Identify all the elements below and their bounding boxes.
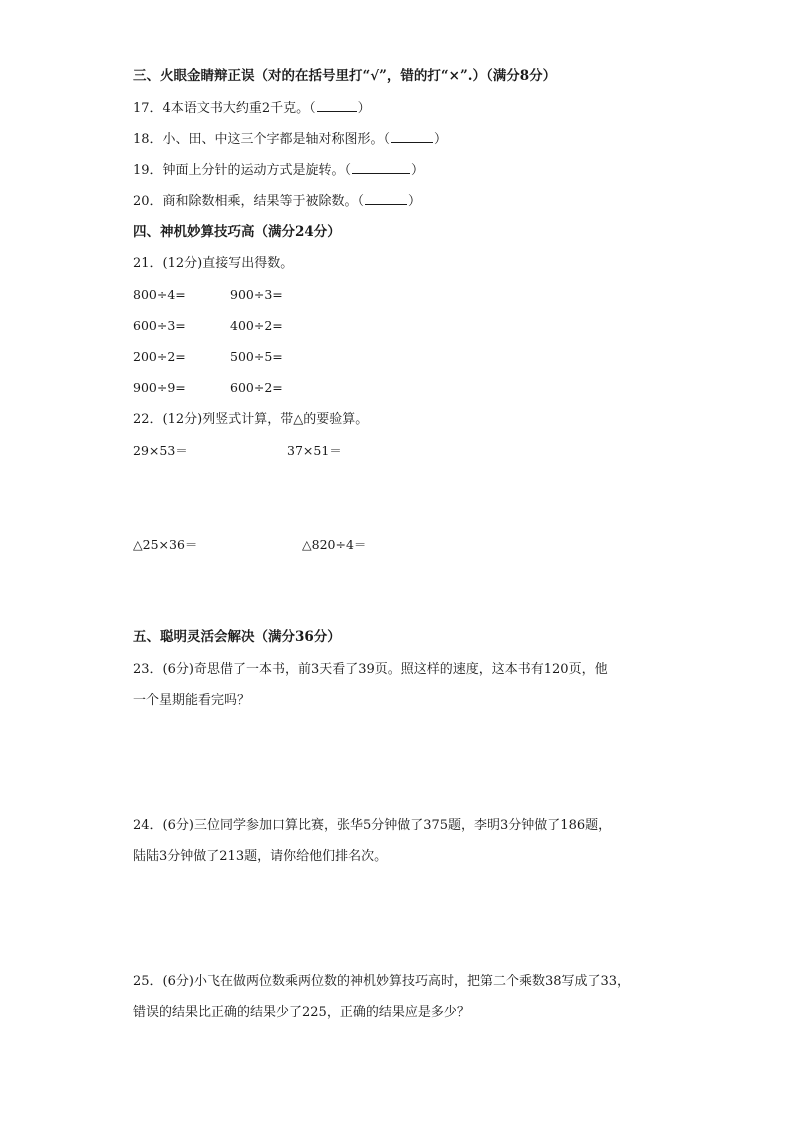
section-3-heading: 三、火眼金睛辩正误（对的在括号里打“√”，错的打“×”.）（满分8分） [133,68,557,84]
section-5-heading: 五、聪明灵活会解决（满分36分） [133,629,341,645]
question-24-line-2: 陆陆3分钟做了213题，请你给他们排名次。 [133,849,388,864]
question-17 [133,99,371,118]
question-23-line-1: 23．(6分)奇思借了一本书，前3天看了39页。照这样的速度，这本书有120页，他 [133,662,608,677]
answer-blank-20[interactable] [365,192,407,205]
question-21-prompt: 21．(12分)直接写出得数。 [133,256,294,271]
section-4-heading: 四、神机妙算技巧高（满分24分） [133,224,341,240]
mental-math-item: 800÷4= [133,287,186,302]
mental-math-item: 200÷2= [133,349,186,364]
question-19 [133,161,424,180]
mental-math-item: 400÷2= [230,318,283,333]
question-20-text: 20．商和除数相乘，结果等于被除数。（ [133,194,365,209]
question-18-text: 18．小、田、中这三个字都是轴对称图形。（ [133,132,391,147]
mental-math-item: 900÷3= [230,287,283,302]
question-20 [133,192,421,211]
question-17-text: 17．4本语文书大约重2千克。（ [133,101,316,116]
question-22-prompt: 22．(12分)列竖式计算，带△的要验算。 [133,412,369,427]
question-25-line-1: 25．(6分)小飞在做两位数乘两位数的神机妙算技巧高时，把第二个乘数38写成了33， [133,974,631,989]
mental-math-item: 500÷5= [230,349,283,364]
mental-math-item: 900÷9= [133,380,186,395]
question-17-close: ） [357,101,371,116]
answer-blank-18[interactable] [391,130,433,143]
mental-math-item: 600÷3= [133,318,186,333]
vertical-calc-item-verify: △25×36＝ [133,537,198,552]
vertical-calc-item: 29×53＝ [133,443,188,458]
question-18-close: ） [434,132,448,147]
answer-blank-17[interactable] [317,99,357,112]
question-23-line-2: 一个星期能看完吗？ [133,693,251,708]
question-20-close: ） [408,194,422,209]
mental-math-item: 600÷2= [230,380,283,395]
vertical-calc-item: 37×51＝ [287,443,342,458]
question-24-line-1: 24．(6分)三位同学参加口算比赛，张华5分钟做了375题，李明3分钟做了186题， [133,818,612,833]
question-19-text: 19．钟面上分针的运动方式是旋转。（ [133,163,352,178]
question-25-line-2: 错误的结果比正确的结果少了225，正确的结果应是多少？ [133,1005,470,1020]
question-18 [133,130,447,149]
answer-blank-19[interactable] [352,161,410,174]
vertical-calc-item-verify: △820÷4＝ [302,537,367,552]
question-19-close: ） [411,163,425,178]
